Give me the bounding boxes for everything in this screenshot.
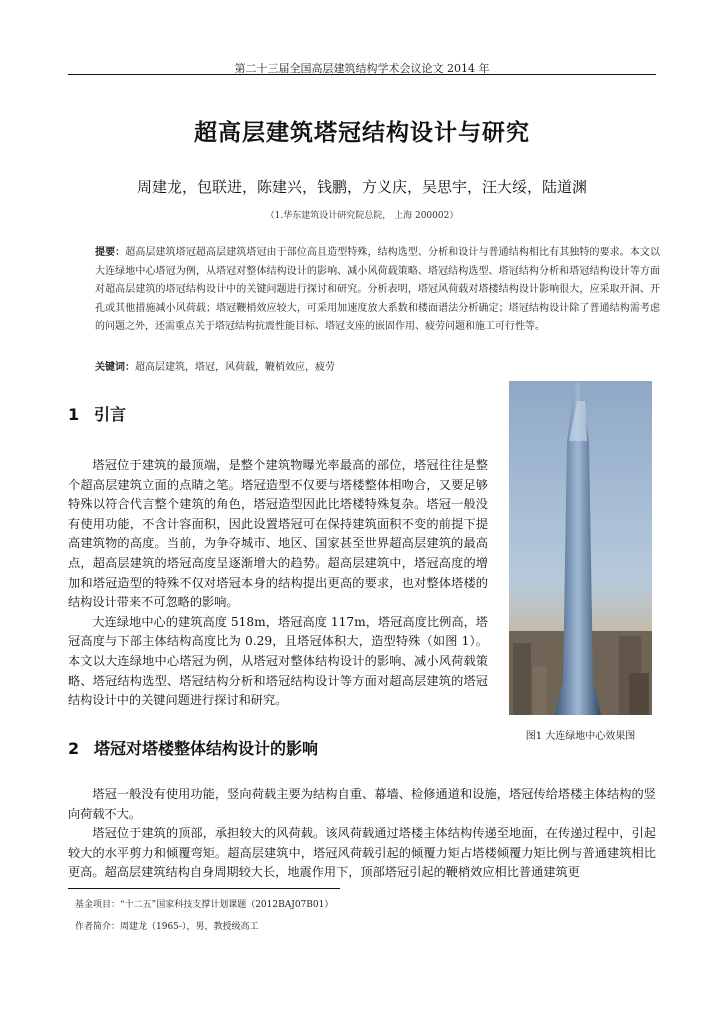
building-rendering-image [509,381,652,715]
abstract-label: 提要： [95,247,126,258]
keywords-label: 关键词： [95,362,135,373]
section-heading-2 [68,736,318,759]
keywords [95,358,660,373]
running-header: 第二十三届全国高层建筑结构学术会议论文 2014 年 [234,62,490,75]
section-1-body [68,456,488,711]
tower-illustration [509,381,652,715]
section-title: 塔冠对塔楼整体结构设计的影响 [94,739,319,758]
figure-caption: 图1 大连绿地中心效果图 [525,731,636,742]
section-2-body [68,785,656,883]
section-heading-1 [68,402,126,425]
paragraph: 塔冠位于建筑的最顶端，是整个建筑物曝光率最高的部位，塔冠往往是整个超高层建筑立面的点睛之笔。塔冠造型不仅要与塔楼整体相吻合，又要足够特殊以符合代言整个建筑的角色，塔冠造型因此比塔楼特殊复杂。塔冠一般没有使用功能，不含计容面积，因此设置塔冠可在保持建筑面积不变的前提下提高建筑物的高度。当前，为争夺城市、地区、国家甚至世界超高层建筑的最高点，超高层建筑的塔冠高度呈逐渐增大的趋势。超高层建筑中，塔冠高度的增加和塔冠造型的特殊不仅对塔冠本身的结构提出更高的要求，也对整体塔楼的结构设计带来不可忽略的影响。 [68,458,488,610]
section-number: 1 [68,405,80,424]
abstract-text: 超高层建筑塔冠超高层建筑塔冠由于部位高且造型特殊，结构选型、分析和设计与普通结构相比有其独特的要求。本文以大连绿地中心塔冠为例，从塔冠对整体结构设计的影响、减小风荷载策略、塔冠结构选型、塔冠结构分析和塔冠结构设计等方面对超高层建筑的塔冠结构设计中的关键问题进行探讨和研究。分析表明，塔冠风荷载对塔楼结构设计影响很大，应采取开洞、开孔或其他措施减小风荷载；塔冠鞭梢效应较大，可采用加速度放大系数和楼面谱法分析确定；塔冠结构设计除了普通结构需考虑的问题之外，还需重点关于塔冠结构抗震性能目标、塔冠支座的嵌固作用、疲劳问题和施工可行性等。 [95,247,661,332]
paragraph: 大连绿地中心的建筑高度 518m，塔冠高度 117m，塔冠高度比例高，塔冠高度与下部主体结构高度比为 0.29，且塔冠体积大，造型特殊（如图 1）。本文以大连绿地中心塔冠为例，从塔冠对整体结构设计的影响、减小风荷载策略、塔冠结构选型、塔冠结构分析和塔冠结构设计等方面对超高层建筑的塔冠结构设计中的关键问题进行探讨和研究。 [68,614,488,708]
paragraph: 塔冠一般没有使用功能，竖向荷载主要为结构自重、幕墙、检修通道和设施，塔冠传给塔楼主体结构的竖向荷载不大。 [68,787,656,821]
paper-affiliation: （1.华东建筑设计研究院总院， 上海 200002） [265,211,459,221]
paragraph: 塔冠位于建筑的顶部，承担较大的风荷载。该风荷载通过塔楼主体结构传递至地面，在传递过程中，引起较大的水平剪力和倾覆弯矩。超高层建筑中，塔冠风荷载引起的倾覆力矩占塔楼倾覆力矩比例与普通建筑相比更高。超高层建筑结构自身周期较大长，地震作用下，顶部塔冠引起的鞭梢效应相比普通建筑更 [68,826,656,880]
footnote-author: 作者简介：周建龙（1965-），男，教授级高工 [75,922,259,932]
section-title: 引言 [94,405,127,424]
footnote-funding: 基金项目：“十二五”国家科技支撑计划课题（2012BAJ07B01） [75,900,334,910]
footnote-rule [68,888,340,889]
abstract [95,244,660,337]
section-number: 2 [68,739,80,758]
keywords-text: 超高层建筑，塔冠，风荷载，鞭梢效应，疲劳 [135,362,335,373]
header-rule [68,74,656,75]
paper-title: 超高层建筑塔冠结构设计与研究 [194,120,530,146]
paper-authors: 周建龙，包联进，陈建兴，钱鹏，方义庆，吴思宇，汪大绥，陆道渊 [136,178,587,196]
